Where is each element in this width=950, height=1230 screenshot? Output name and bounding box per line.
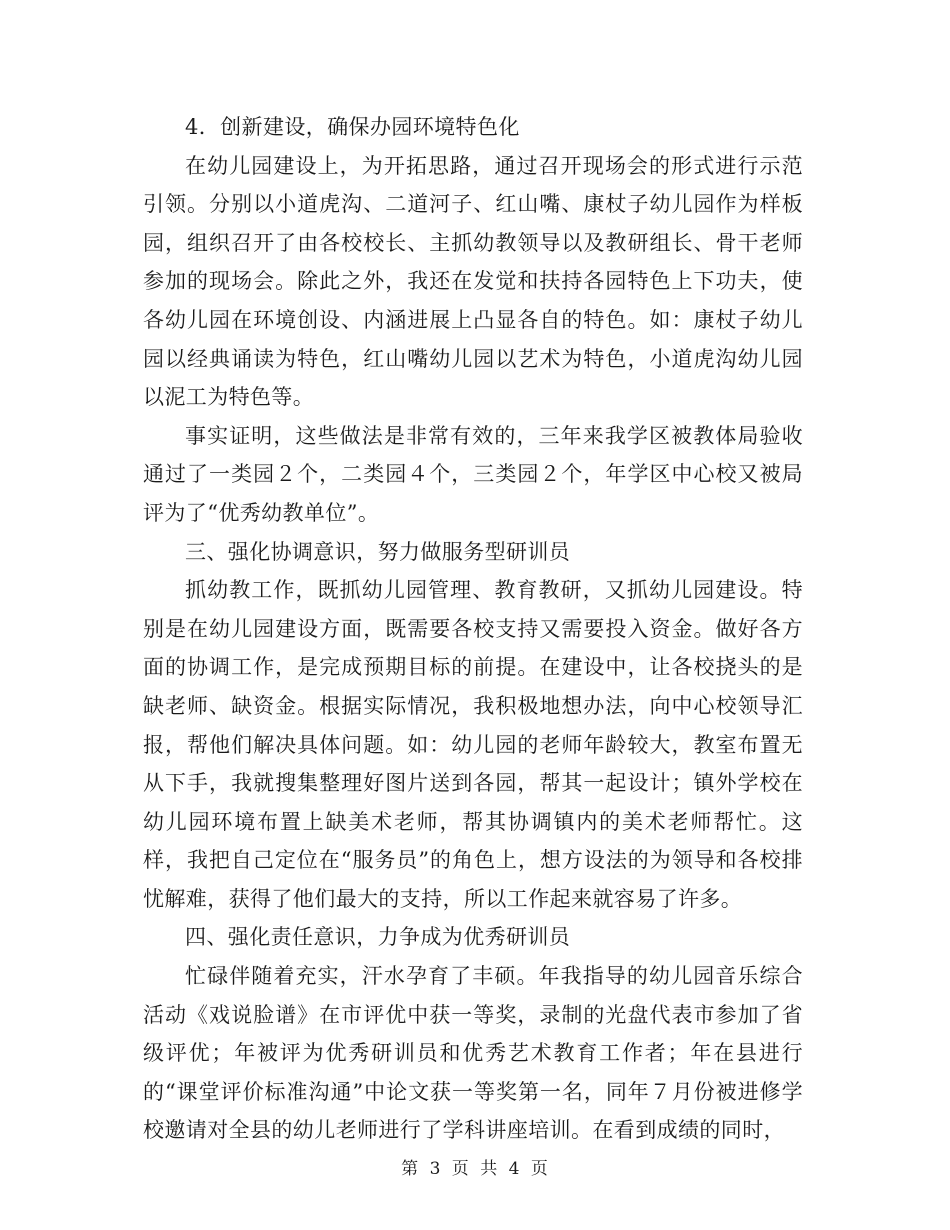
paragraph-achievements: 忙碌伴随着充实，汗水孕育了丰硕。年我指导的幼儿园音乐综合活动《戏说脸谱》在市评优中获一等奖，录制的光盘代表市参加了省级评优；年被评为优秀研训员和优秀艺术教育工作者；年在县进行的“课堂评价标准沟通”中论文获一等奖第一名，同年７月份被进修学校邀请对全县的幼儿老师进行了学科讲座培训。在看到成绩的同时， <box>143 964 803 1143</box>
page-number-footer: 第 3 页 共 4 页 <box>401 1159 549 1179</box>
paragraph-results: 事实证明，这些做法是非常有效的，三年来我学区被教体局验收通过了一类园２个，二类园４个，三类园２个，年学区中心校又被局评为了“优秀幼教单位”。 <box>143 423 803 525</box>
section-heading-responsibility: 四、强化责任意识，力争成为优秀研训员 <box>185 925 571 950</box>
paragraph-coordination-work: 抓幼教工作，既抓幼儿园管理、教育教研，又抓幼儿园建设。特别是在幼儿园建设方面，既需要各校支持又需要投入资金。做好各方面的协调工作，是完成预期目标的前提。在建设中，让各校挠头的是缺老师、缺资金。根据实际情况，我积极地想办法，向中心校领导汇报，帮他们解决具体问题。如：幼儿园的老师年龄较大，教室布置无从下手，我就搜集整理好图片送到各园，帮其一起设计；镇外学校在幼儿园环境布置上缺美术老师，帮其协调镇内的美术老师帮忙。这样，我把自己定位在“服务员”的角色上，想方设法的为领导和各校排忧解难，获得了他们最大的支持，所以工作起来就容易了许多。 <box>143 578 803 911</box>
section-heading-coordination: 三、强化协调意识，努力做服务型研训员 <box>185 539 571 564</box>
paragraph-kindergarten-construction: 在幼儿园建设上，为开拓思路，通过召开现场会的形式进行示范引领。分别以小道虎沟、二道河子、红山嘴、康杖子幼儿园作为样板园，组织召开了由各校校长、主抓幼教领导以及教研组长、骨干老师参加的现场会。除此之外，我还在发觉和扶持各园特色上下功夫，使各幼儿园在环境创设、内涵进展上凸显各自的特色。如：康杖子幼儿园以经典诵读为特色，红山嘴幼儿园以艺术为特色，小道虎沟幼儿园以泥工为特色等。 <box>143 153 803 410</box>
document-body <box>143 108 803 1150</box>
section-heading-innovation: 4．创新建设，确保办园环境特色化 <box>185 115 520 139</box>
